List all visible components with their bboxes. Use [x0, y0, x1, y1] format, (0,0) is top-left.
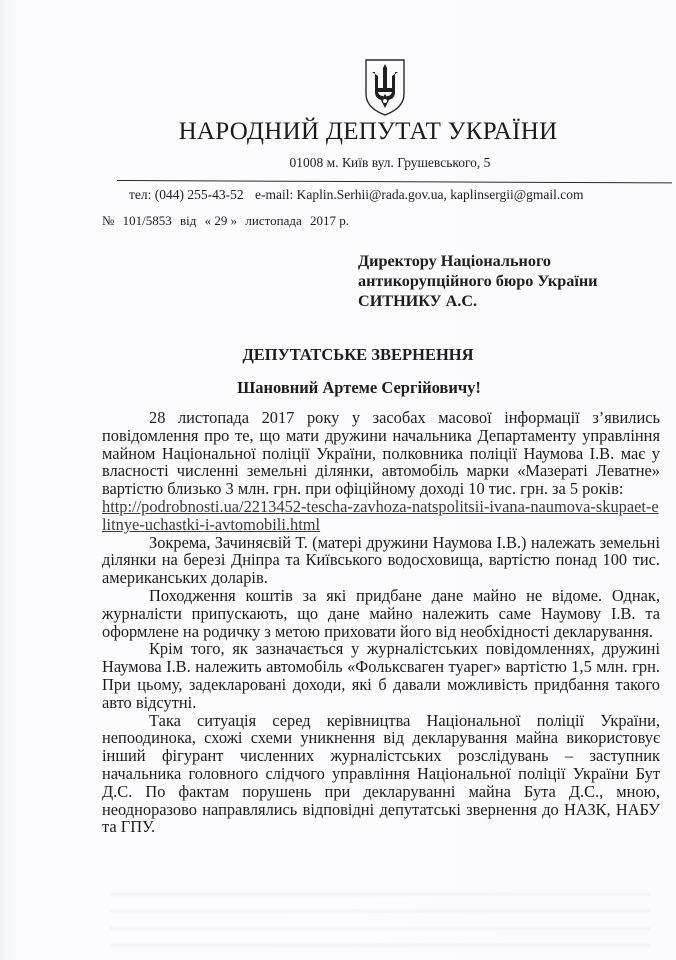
- letterhead-address: 01008 м. Київ вул. Грушевського, 5: [289, 155, 491, 170]
- letterhead-divider: [117, 180, 672, 183]
- reference-day: « 29 »: [204, 213, 238, 228]
- trident-emblem-icon: [363, 58, 407, 116]
- salutation: Шановний Артеме Сергійовичу!: [237, 378, 481, 397]
- show-through-from-reverse: [110, 880, 650, 950]
- reference-from-label: від: [180, 213, 197, 228]
- reference-number: 101/5853: [122, 213, 172, 228]
- paragraph-4: Крім того, як зазначається у журналістських повідомленнях, дружині Наумова І.В. належить автомобіль «Фольксваген туарег» вартістю 1,5 млн. грн. При цьому, задекларовані доходи, які б давали можливість придбання такого авто відсутні.: [102, 639, 660, 712]
- reference-line: [102, 213, 354, 229]
- paragraph-2: Зокрема, Зачиняєвій Т. (матері дружини Наумова І.В.) належать земельні ділянки на березі Дніпра та Київського водосховища, вартістю понад 100 тис. американських доларів.: [102, 532, 660, 588]
- reference-year: 2017 р.: [310, 213, 349, 228]
- addressee-block: [358, 251, 598, 311]
- paragraph-5: Така ситуація серед керівництва Національної поліції України, непоодинока, схожі схеми уникнення від декларування майна використовує інший фігурант численних журналістських розслідувань – заступник начальника головного слідчого управління Національної поліції України Бут Д.С. По фактам порушень при декларуванні майна Бута Д.С., мною, неодноразово направлялись відповідні депутатські звернення до НАЗК, НАБУ та ГПУ.: [102, 710, 660, 837]
- addressee-line-2: антикорупційного бюро України: [358, 272, 598, 290]
- phone-text: тел: (044) 255-43-52: [129, 187, 244, 202]
- source-link[interactable]: http://podrobnosti.ua/2213452-tescha-zavhoza-natspolitsii-ivana-naumova-skupaet-elitnye-uchastki-i-avtomobili.html: [102, 496, 659, 534]
- email-text: e-mail: Kaplin.Serhii@rada.gov.ua, kaplinsergii@gmail.com: [255, 187, 584, 202]
- letterhead-contacts: [129, 187, 584, 203]
- reference-number-label: №: [102, 213, 115, 228]
- paragraph-1: 28 листопада 2017 року у засобах масової інформації з’явились повідомлення про те, що мати дружини начальника Департаменту управління майном Національної поліції України, полковника поліції Наумова І.В. має у власності численні земельні ділянки, автомобіль марки «Мазераті Леватне» вартістю близько 3 млн. грн. при офіційному доході 10 тис. грн. за 5 років:: [102, 408, 660, 499]
- paragraph-3: Походження коштів за які придбане дане майно не відоме. Однак, журналісти припускають, що дане майно належить саме Наумову І.В. та оформлене на родичку з метою приховати його від необхідності декларування.: [102, 585, 660, 641]
- addressee-line-3: СИТНИКУ А.С.: [358, 292, 478, 310]
- letterhead-title: НАРОДНИЙ ДЕПУТАТ УКРАЇНИ: [178, 118, 558, 145]
- reference-month: листопада: [245, 213, 302, 228]
- addressee-line-1: Директору Національного: [358, 252, 552, 270]
- document-title: ДЕПУТАТСЬКЕ ЗВЕРНЕННЯ: [242, 345, 474, 364]
- letter-body: [102, 409, 660, 836]
